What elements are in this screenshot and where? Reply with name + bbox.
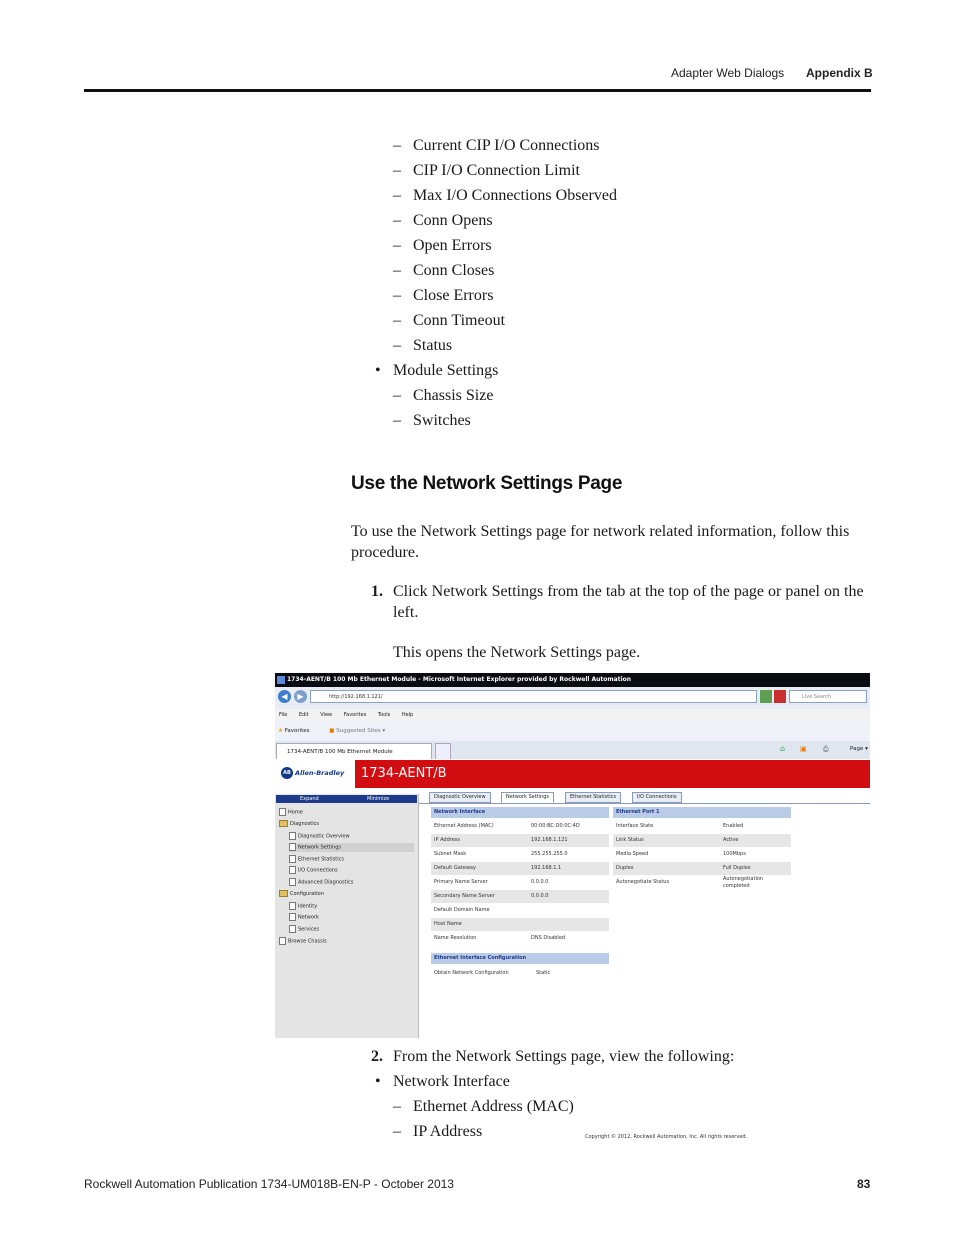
sidebar-item-label: Advanced Diagnostics [298, 879, 354, 886]
row-label: Primary Name Server [434, 879, 488, 885]
page-icon [289, 902, 296, 910]
sidebar-item-advanced-diagnostics[interactable] [289, 878, 353, 887]
section-heading: Use the Network Settings Page [351, 473, 623, 494]
sidebar-item-configuration[interactable] [279, 890, 324, 898]
eth-config-header: Ethernet Interface Configuration [431, 953, 609, 964]
row-label: Subnet Mask [434, 851, 467, 857]
table-row [431, 932, 609, 945]
step-text: Click Network Settings from the tab at the top of the page or panel on the [393, 583, 864, 600]
sidebar-item-label: Browse Chassis [288, 938, 327, 945]
table-row [431, 876, 609, 889]
sidebar-item-label: Home [288, 809, 303, 816]
page-icon [289, 925, 296, 933]
row-value: 0.0.0.0 [531, 879, 549, 885]
stop-icon[interactable] [774, 690, 786, 703]
tab-diagnostic-overview[interactable]: Diagnostic Overview [429, 792, 491, 803]
list-item: Close Errors [413, 287, 494, 304]
list-item: Status [413, 337, 453, 354]
list-item: IP Address [413, 1123, 483, 1140]
page-icon [289, 855, 296, 863]
page-icon [289, 832, 296, 840]
row-label: IP Address [434, 837, 460, 843]
sidebar [275, 794, 419, 1038]
step-number: 1. [371, 583, 383, 600]
back-icon[interactable]: ◀ [278, 690, 291, 703]
sidebar-item-ethernet-statistics[interactable] [289, 855, 344, 864]
module-title-bar [355, 760, 870, 788]
dash-marker: – [393, 137, 401, 154]
row-label: Obtain Network Configuration [434, 970, 509, 976]
network-settings-panel [419, 803, 870, 1039]
row-value: Active [723, 837, 739, 843]
table-row [431, 967, 609, 980]
row-label: Duplex [616, 865, 634, 871]
sidebar-item-label: Services [298, 926, 320, 933]
list-item: CIP I/O Connection Limit [413, 162, 580, 179]
brand-name: Allen-Bradley [295, 769, 345, 777]
page-icon [289, 843, 296, 851]
dash-marker: – [393, 312, 401, 329]
dash-marker: – [393, 387, 401, 404]
step-text-cont: left. [393, 604, 419, 621]
page-number: 83 [857, 1177, 871, 1191]
row-label: Name Resolution [434, 935, 477, 941]
row-label: Default Gateway [434, 865, 476, 871]
step-number: 2. [371, 1048, 383, 1065]
list-item: Current CIP I/O Connections [413, 137, 600, 154]
row-value: 255.255.255.0 [531, 851, 568, 857]
copyright-text: Copyright © 2012, Rockwell Automation, Inc. All rights reserved. [585, 1134, 748, 1140]
browser-tab-row [275, 741, 870, 759]
table-row [431, 834, 609, 847]
sidebar-item-label: Network Settings [298, 844, 341, 851]
sidebar-item-i-o-connections[interactable] [289, 866, 338, 875]
suggested-sites-icon: ■ [329, 728, 335, 734]
bullet-marker: • [375, 1073, 381, 1090]
sidebar-item-network[interactable] [289, 913, 319, 922]
table-row [613, 862, 791, 875]
row-label: Default Domain Name [434, 907, 490, 913]
row-value: 100Mbps [723, 851, 746, 857]
table-row [613, 876, 791, 889]
menu-edit[interactable]: Edit [298, 712, 309, 718]
list-item: Conn Opens [413, 212, 493, 229]
dash-marker: – [393, 162, 401, 179]
list-item: Max I/O Connections Observed [413, 187, 617, 204]
refresh-icon[interactable] [760, 690, 772, 703]
row-value: 0.0.0.0 [531, 893, 549, 899]
table-row [431, 820, 609, 833]
table-row [431, 890, 609, 903]
row-value: Autonegotiation completed [723, 876, 764, 889]
dash-marker: – [393, 262, 401, 279]
table-row [431, 848, 609, 861]
page-icon [279, 937, 286, 945]
table-row [613, 834, 791, 847]
sidebar-item-label: Diagnostic Overview [298, 833, 350, 840]
dash-marker: – [393, 187, 401, 204]
row-value: 192.168.1.1 [531, 865, 562, 871]
sidebar-item-label: Identity [298, 903, 318, 910]
favorites-star-icon[interactable]: ★ [278, 728, 283, 734]
menu-help[interactable]: Help [401, 712, 414, 718]
sidebar-item-label: Ethernet Statistics [298, 856, 344, 863]
sidebar-item-services[interactable] [289, 925, 319, 934]
dash-marker: – [393, 412, 401, 429]
menu-file[interactable]: File [279, 712, 288, 718]
sidebar-header [276, 795, 417, 803]
row-label: Host Name [434, 921, 462, 927]
dash-marker: – [393, 212, 401, 229]
row-label: Autonegotiate Status [616, 879, 670, 885]
table-row [613, 820, 791, 833]
dash-marker: – [393, 1098, 401, 1115]
list-item: Open Errors [413, 237, 492, 254]
row-value: 00:00:BC:D0:0C:4D [531, 823, 580, 829]
window-title: 1734-AENT/B 100 Mb Ethernet Module - Microsoft Internet Explorer provided by Rockwell Automation [287, 676, 632, 683]
row-value: DNS Disabled [531, 935, 566, 941]
table-row [431, 862, 609, 875]
menu-view[interactable]: View [320, 712, 333, 718]
page-icon [279, 808, 286, 816]
allen-bradley-logo [279, 764, 353, 782]
home-icon[interactable]: ⌂ [780, 744, 786, 753]
favorites-button[interactable]: Favorites [284, 728, 310, 734]
page-icon [289, 913, 296, 921]
table-row [431, 904, 609, 917]
module-settings-bullet: Module Settings [393, 362, 499, 379]
row-value: Full Duplex [723, 865, 751, 871]
sidebar-item-label: Network [298, 914, 319, 921]
tab-ethernet-statistics[interactable]: Ethernet Statistics [565, 792, 621, 803]
sidebar-item-label: Diagnostics [290, 821, 320, 827]
sidebar-item-diagnostics[interactable] [279, 820, 319, 828]
module-name: 1734-AENT/B [361, 766, 447, 781]
menu-bar [275, 709, 870, 721]
running-header-appendix: Appendix B [806, 66, 873, 80]
sidebar-item-network-settings[interactable] [289, 843, 414, 852]
table-row [431, 918, 609, 931]
row-value: Static [536, 970, 551, 976]
address-bar-row [275, 687, 870, 709]
ab-logo-mark: AB [281, 767, 293, 779]
module-banner [275, 759, 870, 789]
list-item: Chassis Size [413, 387, 494, 404]
search-input[interactable]: Live Search [789, 690, 867, 703]
list-item: Ethernet Address (MAC) [413, 1098, 574, 1115]
list-item: Switches [413, 412, 471, 429]
tab-network-settings[interactable]: Network Settings [501, 792, 554, 803]
dash-marker: – [393, 237, 401, 254]
list-item: Conn Timeout [413, 312, 506, 329]
network-interface-header: Network Interface [431, 807, 609, 818]
favorites-bar [275, 721, 870, 741]
feeds-icon[interactable]: ▣ [800, 745, 807, 753]
running-header-section: Adapter Web Dialogs [671, 66, 785, 80]
tab-io-connections[interactable]: I/O Connections [632, 792, 682, 803]
row-label: Ethernet Address (MAC) [434, 823, 494, 829]
address-input[interactable]: http://192.168.1.121/ [310, 690, 757, 703]
dash-marker: – [393, 287, 401, 304]
sidebar-item-label: I/O Connections [298, 867, 338, 874]
network-interface-bullet: Network Interface [393, 1073, 510, 1090]
ethernet-port-header: Ethernet Port 1 [613, 807, 791, 818]
sidebar-item-identity[interactable] [289, 902, 317, 911]
row-label: Interface State [616, 823, 654, 829]
page-icon [289, 878, 296, 886]
ie-window-icon [277, 676, 285, 684]
row-label: Media Speed [616, 851, 649, 857]
header-rule [84, 89, 871, 92]
table-row [613, 848, 791, 861]
menu-tools[interactable]: Tools [377, 712, 391, 718]
row-label: Secondary Name Server [434, 893, 495, 899]
sidebar-item-browse-chassis[interactable] [279, 937, 327, 946]
folder-icon [279, 890, 288, 897]
suggested-sites-link[interactable]: Suggested Sites ▾ [336, 728, 386, 734]
dash-marker: – [393, 337, 401, 354]
page-menu[interactable]: Page ▾ [850, 746, 868, 752]
dash-marker: – [393, 1123, 401, 1140]
sidebar-item-home[interactable] [279, 808, 303, 817]
browser-tab[interactable]: 1734-AENT/B 100 Mb Ethernet Module [276, 743, 432, 759]
sidebar-item-label: Configuration [290, 891, 324, 897]
footer-publication: Rockwell Automation Publication 1734-UM018B-EN-P - October 2013 [84, 1177, 454, 1191]
print-icon[interactable]: ⎙ [823, 745, 829, 753]
menu-favorites[interactable]: Favorites [343, 712, 367, 718]
row-value: 192.168.1.121 [531, 837, 568, 843]
bullet-marker: • [375, 362, 381, 379]
row-label: Link Status [616, 837, 644, 843]
page-icon [289, 866, 296, 874]
row-value: Enabled [723, 823, 744, 829]
minimize-link[interactable]: Minimize [367, 796, 390, 802]
sidebar-item-diagnostic-overview[interactable] [289, 832, 350, 841]
step-result: This opens the Network Settings page. [393, 644, 641, 661]
list-item: Conn Closes [413, 262, 495, 279]
step-text: From the Network Settings page, view the following: [393, 1048, 735, 1065]
intro-paragraph: To use the Network Settings page for network related information, follow this procedure. [351, 523, 850, 561]
forward-icon[interactable]: ▶ [294, 690, 307, 703]
window-title-bar [275, 673, 870, 687]
folder-icon [279, 820, 288, 827]
expand-link[interactable]: Expand [300, 796, 319, 802]
